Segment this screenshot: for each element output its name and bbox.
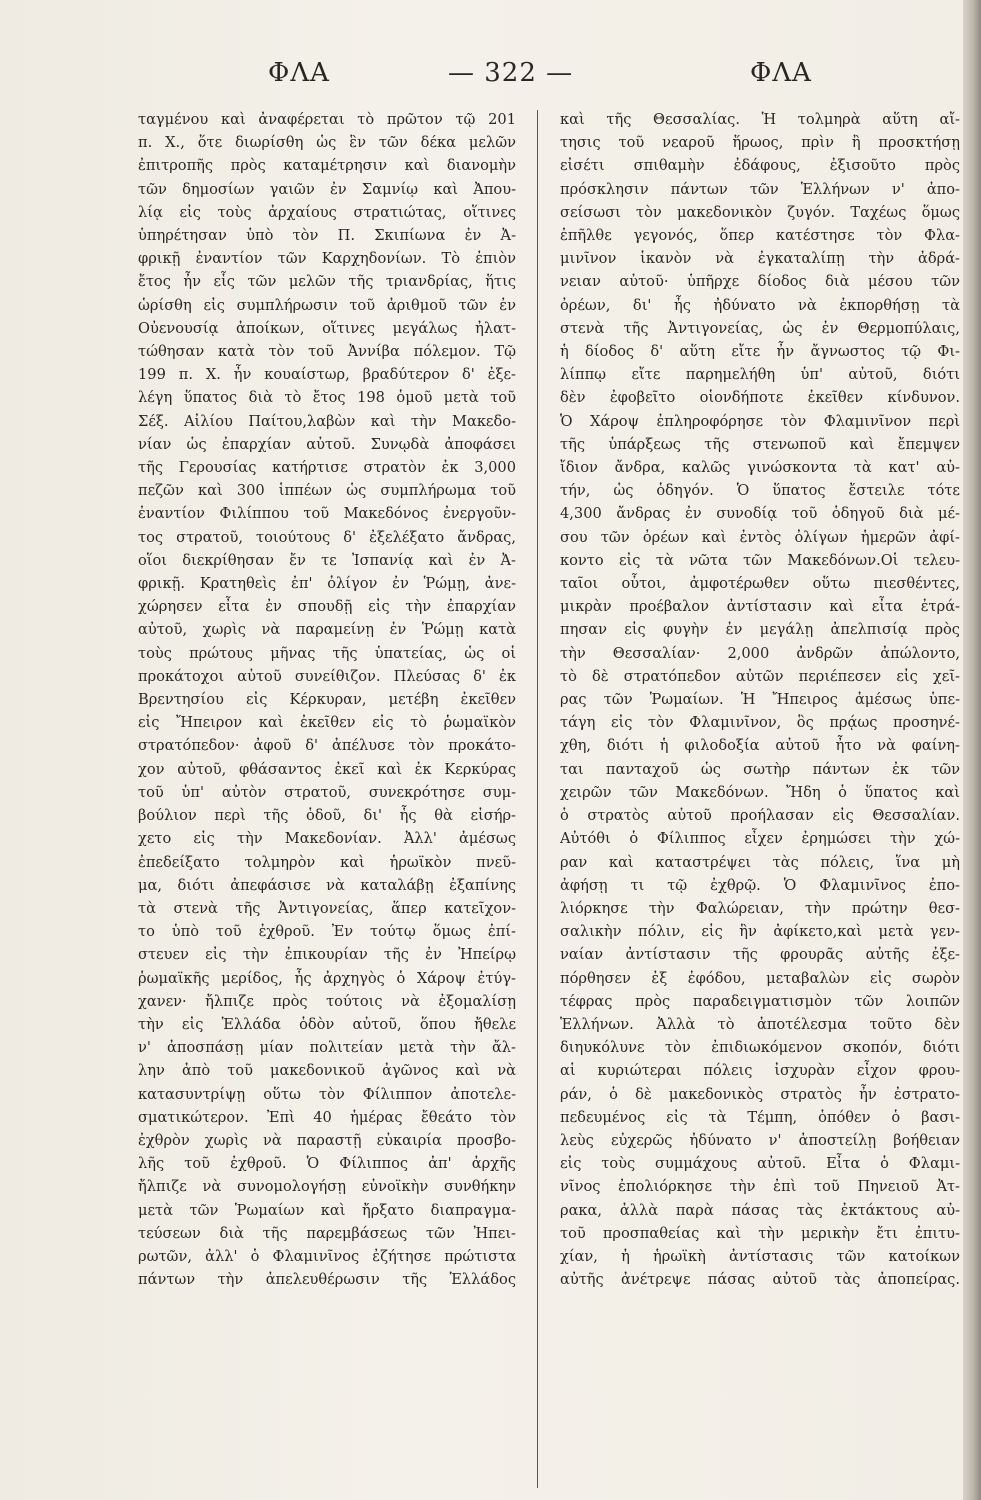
text-line: 199 π. Χ. ἦν κουαίστωρ, βραδύτερον δ' ἐξε- bbox=[138, 366, 516, 384]
text-line: ράν, ὁ δὲ μακεδονικὸς στρατὸς ἦν ἐστρατο- bbox=[560, 1085, 960, 1103]
text-line: μινῖνον ἱκανὸν νὰ ἐγκαταλίπῃ τὴν ἀδρά- bbox=[560, 250, 960, 268]
text-line: νῖνος ἐπολιόρκησε τὴν ἐπὶ τοῦ Πηνειοῦ Ἀτ- bbox=[560, 1178, 960, 1196]
text-line: οἵοι διεκρίθησαν ἔν τε Ἰσπανίᾳ καὶ ἐν Ἀ- bbox=[138, 551, 516, 569]
text-line: κοντο εἰς τὰ νῶτα τῶν Μακεδόνων.Οἱ τελευ- bbox=[560, 551, 960, 569]
text-line: σματικώτερον. Ἐπὶ 40 ἡμέρας ἔθεάτο τὸν bbox=[138, 1108, 516, 1126]
header-left-keyword: ΦΛΑ bbox=[268, 58, 330, 88]
text-line: χανεν· ἤλπιζε πρὸς τούτοις νὰ ἐξομαλίσῃ bbox=[138, 992, 516, 1010]
text-line: ἐπιτροπῆς πρὸς καταμέτρησιν καὶ διανομὴν bbox=[138, 157, 516, 175]
text-line: ναίαν ἀντίστασιν τῆς φρουρᾶς αὐτῆς ἐξε- bbox=[560, 946, 960, 964]
text-line: πάντων τὴν ἀπελευθέρωσιν τῆς Ἑλλάδος bbox=[138, 1271, 516, 1289]
text-line: ἐχθρὸν χωρὶς νὰ παραστῇ εὐκαιρία προσβο- bbox=[138, 1131, 516, 1149]
text-line: ἐπῆλθε γεγονός, ὅπερ κατέστησε τὸν Φλα- bbox=[560, 227, 960, 245]
text-line: πεζῶν καὶ 300 ἱππέων ὡς συμπλήρωμα τοῦ bbox=[138, 482, 516, 500]
text-line: λίᾳ εἰς τοὺς ἀρχαίους στρατιώτας, οἵτινες bbox=[138, 203, 516, 221]
text-line: ταῖοι οὗτοι, ἀμφοτέρωθεν οὕτω πιεσθέντες, bbox=[560, 575, 960, 593]
text-line: τὴν Θεσσαλίαν· 2,000 ἀνδρῶν ἀπώλοντο, bbox=[560, 644, 960, 662]
text-line: τοὺς πρώτους μῆνας τῆς ὑπατείας, ὡς οἱ bbox=[138, 644, 516, 662]
text-line: χώρησεν εἶτα ἐν σπουδῇ εἰς τὴν ἐπαρχίαν bbox=[138, 598, 516, 616]
text-line: Οὐενουσίᾳ ἀποίκων, οἵτινες μεγάλως ἠλατ- bbox=[138, 319, 516, 337]
text-line: τήν, ὡς ὁδηγόν. Ὁ ὕπατος ἔστειλε τότε bbox=[560, 482, 960, 500]
text-line: καὶ τῆς Θεσσαλίας. Ἡ τολμηρὰ αὕτη αἴ- bbox=[560, 111, 960, 128]
text-line: το ὑπὸ τοῦ ἐχθροῦ. Ἐν τούτῳ ὅμως ἐπί- bbox=[138, 923, 516, 941]
text-line: Ἑλλήνων. Ἀλλὰ τὸ ἀποτέλεσμα τοῦτο δὲν bbox=[560, 1015, 960, 1033]
text-line: Βρεντησίου εἰς Κέρκυραν, μετέβη ἐκεῖθεν bbox=[138, 691, 516, 709]
text-line: αἱ κυριώτεραι πόλεις ἰσχυρὰν εἶχον φρου- bbox=[560, 1062, 960, 1080]
text-line: μετὰ τῶν Ῥωμαίων καὶ ἤρξατο διαπραγμα- bbox=[138, 1201, 516, 1219]
text-line: αὐτῆς ἀνέτρεψε πάσας αὐτοῦ τὰς ἀποπείρας. bbox=[560, 1271, 960, 1289]
text-line: λίππῳ εἴτε παρημελήθη ὑπ' αὐτοῦ, διότι bbox=[560, 366, 960, 384]
text-line: τῶν δημοσίων γαιῶν ἐν Σαμνίῳ καὶ Ἀπου- bbox=[138, 180, 516, 198]
text-line: λεὺς εὐχερῶς ἠδύνατο ν' ἀποστείλῃ βοήθειαν bbox=[560, 1131, 960, 1149]
text-line: νειαν αὐτοῦ· ὑπῆρχε δίοδος διὰ μέσου τῶν bbox=[560, 273, 960, 291]
text-line: τάγη εἰς τὸν Φλαμινῖνον, ὃς πρᾴως προσηνέ- bbox=[560, 714, 960, 732]
text-line: ἤλπιζε νὰ συνομολογήσῃ εὐνοϊκὴν συνθήκην bbox=[138, 1178, 516, 1196]
text-line: 4,300 ἄνδρας ἐν συνοδίᾳ τοῦ ὁδηγοῦ διὰ μέ- bbox=[560, 505, 960, 523]
text-line: ἐπεδείξατο τολμηρὸν καὶ ἡρωϊκὸν πνεῦ- bbox=[138, 853, 516, 871]
page-spine-shadow bbox=[963, 0, 981, 1500]
text-line: λιόρκησε τὴν Φαλώρειαν, τὴν πρώτην θεσ- bbox=[560, 899, 960, 917]
text-line: π. Χ., ὅτε διωρίσθη ὡς ἓν τῶν δέκα μελῶν bbox=[138, 134, 516, 152]
text-line: τοῦ προσπαθείας καὶ τὴν μερικὴν ἔτι ἐπιτυ- bbox=[560, 1224, 960, 1242]
text-line: αὐτοῦ, χωρὶς νὰ παραμείνῃ ἐν Ῥώμῃ κατὰ bbox=[138, 621, 516, 639]
text-line: σείσωσι τὸν μακεδονικὸν ζυγόν. Ταχέως ὅμως bbox=[560, 203, 960, 221]
text-line: Αὐτόθι ὁ Φίλιππος εἶχεν ἐρημώσει τὴν χώ- bbox=[560, 830, 960, 848]
text-line: βούλιον περὶ τῆς ὁδοῦ, δι' ἧς θὰ εἰσήρ- bbox=[138, 807, 516, 825]
text-line: ὁ στρατὸς αὐτοῦ προήλασαν εἰς Θεσσαλίαν. bbox=[560, 807, 960, 825]
text-line: Ὁ Χάροψ ἐπληροφόρησε τὸν Φλαμινῖνον περὶ bbox=[560, 412, 960, 430]
text-line: τοῦ ὑπ' αὐτὸν στρατοῦ, συνεκρότησε συμ- bbox=[138, 783, 516, 801]
text-line: τὴν εἰς Ἑλλάδα ὁδὸν αὐτοῦ, ὅπου ἤθελε bbox=[138, 1015, 516, 1033]
text-line: ραν καὶ καταστρέψει τὰς πόλεις, ἵνα μὴ bbox=[560, 853, 960, 871]
text-line: στευεν εἰς τὴν ἐπικουρίαν τῆς ἐν Ἠπείρῳ bbox=[138, 946, 516, 964]
text-line: ρωτῶν, ἀλλ' ὁ Φλαμινῖνος ἐζήτησε πρώτιστα bbox=[138, 1247, 516, 1265]
text-line: στενὰ τῆς Ἀντιγονείας, ὡς ἐν Θερμοπύλαις, bbox=[560, 319, 960, 337]
text-line: λῆς τοῦ ἐχθροῦ. Ὁ Φίλιππος ἀπ' ἀρχῆς bbox=[138, 1155, 516, 1173]
page-number: — 322 — bbox=[448, 58, 574, 88]
text-line: χον αὐτοῦ, φθάσαντος ἐκεῖ καὶ ἐκ Κερκύρας bbox=[138, 760, 516, 778]
text-line: προκάτοχοι αὐτοῦ συνείθιζον. Πλεύσας δ' ἐκ bbox=[138, 667, 516, 685]
text-line: στρατόπεδον· ἀφοῦ δ' ἀπέλυσε τὸν προκάτο- bbox=[138, 737, 516, 755]
text-line: ἀφήσῃ τι τῷ ἐχθρῷ. Ὁ Φλαμινῖνος ἐπο- bbox=[560, 876, 960, 894]
text-line: δὲν ἐφοβεῖτο οἱονδήποτε ἐκεῖθεν κίνδυνον. bbox=[560, 389, 960, 407]
text-line: Σέξ. Αἰλίου Παίτου,λαβὼν καὶ τὴν Μακεδο- bbox=[138, 412, 516, 430]
text-line: χετο εἰς τὴν Μακεδονίαν. Ἀλλ' ἀμέσως bbox=[138, 830, 516, 848]
text-line: χθη, διότι ἡ φιλοδοξία αὐτοῦ ἦτο νὰ φαίνη- bbox=[560, 737, 960, 755]
text-line: τέφρας πρὸς παραδειγματισμὸν τῶν λοιπῶν bbox=[560, 992, 960, 1010]
header-right-keyword: ΦΛΑ bbox=[750, 58, 812, 88]
text-line: εἰς Ἤπειρον καὶ ἐκεῖθεν εἰς τὸ ῥωμαϊκὸν bbox=[138, 714, 516, 732]
text-line: ἡ δίοδος δ' αὕτη εἴτε ἦν ἄγνωστος τῷ Φι- bbox=[560, 343, 960, 361]
text-line: μα, διότι ἀπεφάσισε νὰ καταλάβῃ ἐξαπίνης bbox=[138, 876, 516, 894]
text-line: ὡρίσθη εἰς συμπλήρωσιν τοῦ ἀριθμοῦ τῶν ἐν bbox=[138, 296, 516, 314]
text-line: τῆς ὑπάρξεως τῆς στενωποῦ καὶ ἔπεμψεν bbox=[560, 435, 960, 453]
text-line: τώθησαν κατὰ τὸν τοῦ Ἀννίβα πόλεμον. Τῷ bbox=[138, 343, 516, 361]
text-line: ὀρέων, δι' ἧς ἠδύνατο νὰ ἐκπορθήσῃ τὰ bbox=[560, 296, 960, 314]
text-line: χίαν, ἡ ἡρωϊκὴ ἀντίστασις τῶν κατοίκων bbox=[560, 1247, 960, 1265]
text-line: νίαν ὡς ἐπαρχίαν αὐτοῦ. Συνῳδὰ ἀποφάσει bbox=[138, 435, 516, 453]
text-line: τῆς Γερουσίας κατήρτισε στρατὸν ἐκ 3,000 bbox=[138, 459, 516, 477]
text-line: ῥωμαϊκῆς μερίδος, ἧς ἀρχηγὸς ὁ Χάροψ ἐτύγ- bbox=[138, 969, 516, 987]
text-line: ἔτος ἦν εἷς τῶν μελῶν τῆς τριανδρίας, ἥτις bbox=[138, 273, 516, 291]
text-line: τησις τοῦ νεαροῦ ἥρωος, πρὶν ἢ προσκτήσῃ bbox=[560, 134, 960, 152]
text-line: εἰς τοὺς συμμάχους αὐτοῦ. Εἶτα ὁ Φλαμι- bbox=[560, 1155, 960, 1173]
text-line: φρικῇ ἐναντίον τῶν Καρχηδονίων. Τὸ ἐπιὸν bbox=[138, 250, 516, 268]
text-line: τος στρατοῦ, τοιούτους δ' ἐξελέξατο ἄνδρας, bbox=[138, 528, 516, 546]
text-line: πησαν εἰς φυγὴν ἐν μεγάλῃ ἀπελπισίᾳ πρὸς bbox=[560, 621, 960, 639]
text-line: πεδευμένος εἰς τὰ Τέμπη, ὁπόθεν ὁ βασι- bbox=[560, 1108, 960, 1126]
text-line: σου τῶν ὀρέων καὶ ἐντὸς ὀλίγων ἡμερῶν ἀφί- bbox=[560, 528, 960, 546]
text-line: λην ἀπὸ τοῦ μακεδονικοῦ ἀγῶνος καὶ νὰ bbox=[138, 1062, 516, 1080]
right-text-column bbox=[560, 108, 960, 1291]
text-line: τὰ στενὰ τῆς Ἀντιγονείας, ἅπερ κατεῖχον- bbox=[138, 899, 516, 917]
text-line: ται πανταχοῦ ὡς σωτὴρ πάντων ἐκ τῶν bbox=[560, 760, 960, 778]
text-line: ρας τῶν Ῥωμαίων. Ἡ Ἤπειρος ἀμέσως ὑπε- bbox=[560, 691, 960, 709]
text-line: χειρῶν τῶν Μακεδόνων. Ἤδη ὁ ὕπατος καὶ bbox=[560, 783, 960, 801]
text-line: ρακα, ἀλλὰ παρὰ πάσας τὰς ἐκτάκτους αὐ- bbox=[560, 1201, 960, 1219]
text-line: ν' ἀποσπάσῃ μίαν πολιτείαν μετὰ τὴν ἄλ- bbox=[138, 1039, 516, 1057]
text-line: εἰσέτι σπιθαμὴν ἐδάφους, ἐξισοῦτο πρὸς bbox=[560, 157, 960, 175]
text-line: σαλικὴν πόλιν, εἰς ἣν ἀφίκετο,καὶ μετὰ γεν- bbox=[560, 923, 960, 941]
text-line: πρόσκλησιν πάντων τῶν Ἑλλήνων ν' ἀπο- bbox=[560, 180, 960, 198]
text-line: μικρὰν προέβαλον ἀντίστασιν καὶ εἶτα ἐτρά- bbox=[560, 598, 960, 616]
text-line: ἐναντίον Φιλίππου τοῦ Μακεδόνος ἐνεργοῦν- bbox=[138, 505, 516, 523]
column-divider bbox=[537, 110, 538, 1488]
text-line: τεύσεων διὰ τῆς παρεμβάσεως τῶν Ἠπει- bbox=[138, 1224, 516, 1242]
text-line: ἴδιον ἄνδρα, καλῶς γινώσκοντα τὰ κατ' αὐ- bbox=[560, 459, 960, 477]
text-line: ταγμένου καὶ ἀναφέρεται τὸ πρῶτον τῷ 201 bbox=[138, 111, 516, 128]
text-line: διηυκόλυνε τὸν ἐπιδιωκόμενον σκοπόν, διότι bbox=[560, 1039, 960, 1057]
running-header bbox=[130, 58, 850, 92]
text-line: κατασυντρίψῃ οὕτω τὸν Φίλιππον ἀποτελε- bbox=[138, 1085, 516, 1103]
left-text-column bbox=[138, 108, 516, 1291]
text-line: τὸ δὲ στρατόπεδον αὐτῶν περιέπεσεν εἰς χεῖ- bbox=[560, 667, 960, 685]
text-line: πόρθησεν ἐξ ἐφόδου, μεταβαλὼν εἰς σωρὸν bbox=[560, 969, 960, 987]
text-line: λέγη ὕπατος διὰ τὸ ἔτος 198 ὁμοῦ μετὰ τοῦ bbox=[138, 389, 516, 407]
text-line: ὑπηρέτησαν ὑπὸ τὸν Π. Σκιπίωνα ἐν Ἀ- bbox=[138, 227, 516, 245]
text-line: φρικῇ. Κρατηθεὶς ἐπ' ὀλίγον ἐν Ῥώμῃ, ἀνε- bbox=[138, 575, 516, 593]
